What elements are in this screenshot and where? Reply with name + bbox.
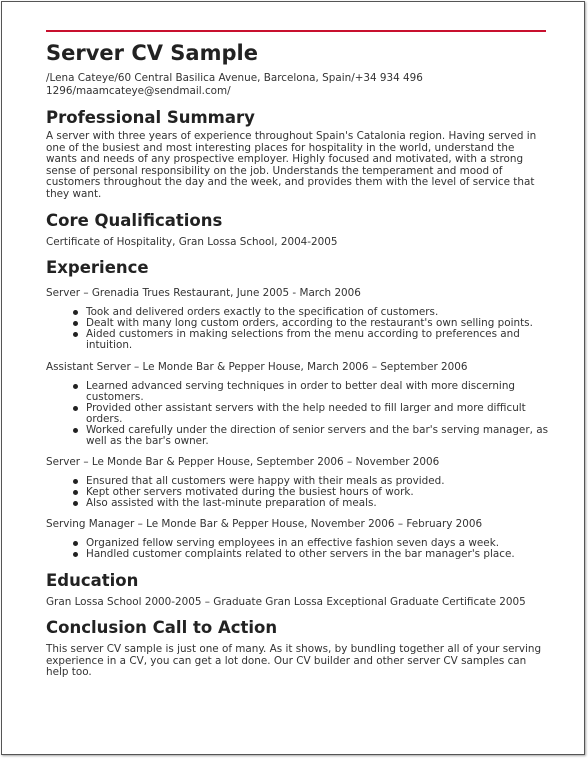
- job-bullet-text: Organized fellow serving employees in an effective fashion seven days a week.: [86, 537, 500, 550]
- contact-line: 1296/maamcateye@sendmail.com/: [46, 85, 231, 97]
- job-bullet: [86, 498, 548, 509]
- bullet-icon: [73, 552, 78, 557]
- cv-page: [1, 1, 585, 755]
- job-bullet-text: Learned advanced serving techniques in order to better deal with more discerning customers.: [86, 379, 516, 403]
- job-title: Serving Manager – Le Monde Bar & Pepper House, November 2006 – February 2006: [46, 518, 483, 531]
- qualifications-heading: Core Qualifications: [46, 210, 223, 230]
- bullet-icon: [73, 541, 78, 546]
- conclusion-heading: Conclusion Call to Action: [46, 618, 278, 638]
- bullet-icon: [73, 428, 78, 433]
- bullet-icon: [73, 310, 78, 315]
- bullet-icon: [73, 490, 78, 495]
- accent-rule: [46, 30, 546, 32]
- experience-heading: Experience: [46, 258, 149, 278]
- job-title: Assistant Server – Le Monde Bar & Pepper House, March 2006 – September 2006: [46, 360, 468, 373]
- job-bullet-list: [46, 538, 548, 560]
- qualifications-text: Certificate of Hospitality, Gran Lossa School, 2004-2005: [46, 235, 338, 248]
- job-bullet-text: Aided customers in making selections from the menu according to preferences and intuition.: [86, 328, 520, 352]
- experience-list: [46, 287, 548, 560]
- job-bullet: [86, 403, 548, 425]
- contact-line: /Lena Cateye/60 Central Basilica Avenue, Barcelona, Spain/+34 934 496: [46, 72, 423, 84]
- job-bullet-text: Handled customer complaints related to other servers in the bar manager's place.: [86, 548, 515, 561]
- bullet-icon: [73, 321, 78, 326]
- cv-title: Server CV Sample: [46, 41, 258, 65]
- bullet-icon: [73, 406, 78, 411]
- job-bullet: [86, 425, 548, 447]
- job-bullet-list: [46, 381, 548, 448]
- job-bullet-text: Kept other servers motivated during the busiest hours of work.: [86, 486, 414, 499]
- job-bullet-text: Worked carefully under the direction of senior servers and the bar's serving manager, as well as the bar's owner.: [86, 423, 548, 447]
- bullet-icon: [73, 501, 78, 506]
- job-bullet-text: Dealt with many long custom orders, according to the restaurant's own selling points.: [86, 317, 533, 330]
- education-heading: Education: [46, 570, 139, 590]
- cv-content: [46, 38, 548, 679]
- job-bullet-text: Also assisted with the last-minute preparation of meals.: [86, 497, 377, 510]
- job-bullet-text: Provided other assistant servers with the help needed to fill larger and more difficult orders.: [86, 401, 526, 425]
- job-bullet: [86, 549, 548, 560]
- job-bullet-text: Took and delivered orders exactly to the specification of customers.: [86, 306, 439, 319]
- education-text: Gran Lossa School 2000-2005 – Graduate Gran Lossa Exceptional Graduate Certificate 2005: [46, 595, 526, 608]
- summary-text: A server with three years of experience throughout Spain's Catalonia region. Having served in one of the busiest and most interesting places for hospitality in the world, understand the wants and needs of any prospective employer. Highly focused and motivated, with a strong sense of personal responsibility on the job. Understands the temperament and mood of customers throughout the day and the week, and provides them with the level of service that they want.: [46, 130, 537, 200]
- job-bullet-text: Ensured that all customers were happy with their meals as provided.: [86, 475, 445, 488]
- job-title: Server – Grenadia Trues Restaurant, June 2005 - March 2006: [46, 287, 361, 300]
- job-bullet: [86, 381, 548, 403]
- bullet-icon: [73, 332, 78, 337]
- job-bullet-list: [46, 307, 548, 351]
- job-bullet: [86, 329, 548, 351]
- summary-heading: Professional Summary: [46, 108, 255, 127]
- bullet-icon: [73, 479, 78, 484]
- conclusion-text: This server CV sample is just one of many. As it shows, by bundling together all of your serving experience in a CV, you can get a lot done. Our CV builder and other server CV samples can help too.: [46, 643, 542, 679]
- contact-info: [46, 72, 548, 98]
- job-bullet-list: [46, 476, 548, 509]
- bullet-icon: [73, 384, 78, 389]
- job-title: Server – Le Monde Bar & Pepper House, September 2006 – November 2006: [46, 456, 440, 469]
